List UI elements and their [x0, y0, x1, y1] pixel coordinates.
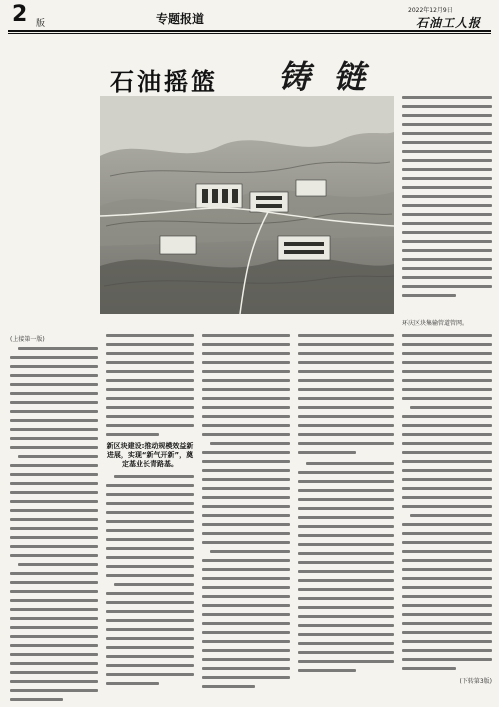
- subhead-new-block: 新区块建设:推动规模效益新进展，实现“新气开新”，奠定基业长青路基。: [106, 442, 194, 468]
- section-title: 专题报道: [156, 12, 205, 26]
- article-column-1: [10, 334, 98, 707]
- page-number: 2: [12, 2, 28, 27]
- masthead: [0, 0, 499, 30]
- masthead-rule-thin: [8, 33, 491, 34]
- aerial-photo-illustration: [100, 96, 394, 314]
- photo-caption: 环庆区块集输管道管网。: [402, 320, 469, 327]
- continued-from-label: (上接第一版): [10, 336, 45, 343]
- right-column-top: [402, 96, 492, 303]
- article-column-4: [298, 334, 394, 678]
- newspaper-brand: 石油工人报: [416, 16, 482, 30]
- continued-on-label: (下转第3版): [459, 678, 492, 685]
- headline-calligraphy: 铸 链: [278, 58, 372, 96]
- article-column-5: [402, 334, 492, 685]
- article-column-2: [106, 334, 194, 691]
- article-column-3: [202, 334, 290, 694]
- publication-date: 2022年12月9日: [408, 7, 453, 14]
- aerial-photo: [100, 96, 394, 314]
- headline-main: 石油摇篮: [110, 68, 218, 96]
- page-label: 版: [36, 19, 46, 29]
- masthead-rule-thick: [8, 30, 491, 32]
